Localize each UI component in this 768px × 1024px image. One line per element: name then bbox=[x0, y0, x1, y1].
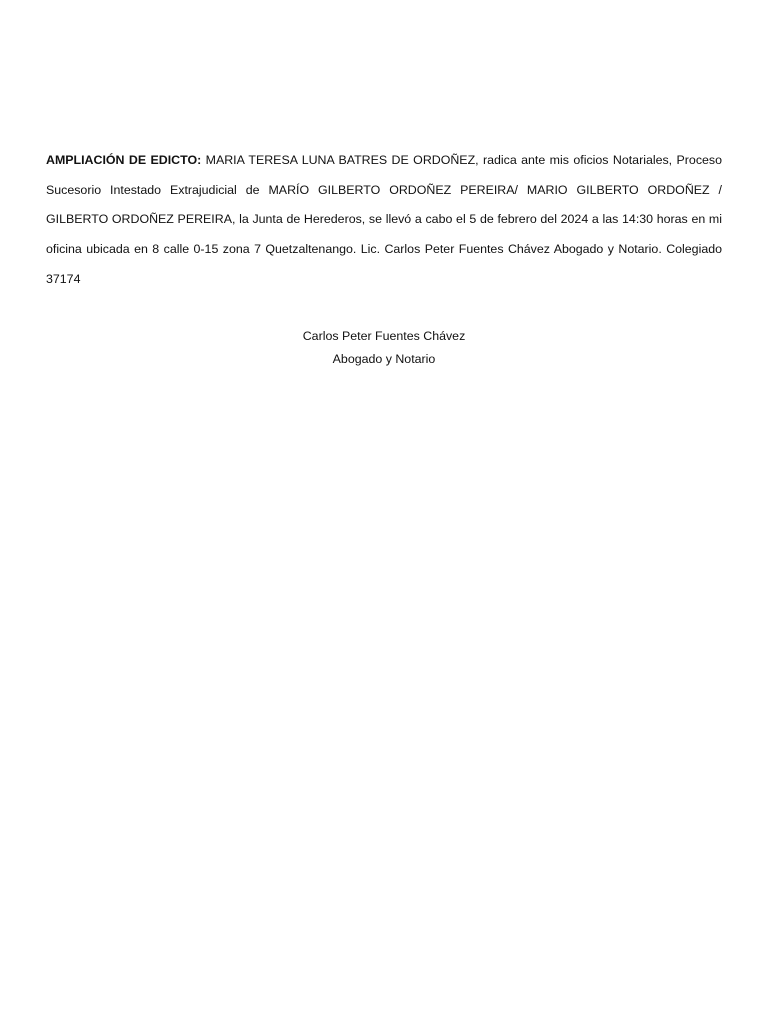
edict-heading: AMPLIACIÓN DE EDICTO: bbox=[46, 153, 202, 167]
signature-title: Abogado y Notario bbox=[332, 352, 436, 366]
edict-paragraph bbox=[46, 146, 722, 295]
signature-block bbox=[0, 325, 768, 371]
edict-body: MARIA TERESA LUNA BATRES DE ORDOÑEZ, radica ante mis oficios Notariales, Proceso Sucesorio Intestado Extrajudicial de MARÍO GILBERTO ORDOÑEZ PEREIRA/ MARIO GILBERTO ORDOÑEZ / GILBERTO ORDOÑEZ PEREIRA, la Junta de Herederos, se llevó a cabo el 5 de febrero del 2024 a las 14:30 horas en mi oficina ubicada en 8 calle 0-15 zona 7 Quetzaltenango. Lic. Carlos Peter Fuentes Chávez Abogado y Notario. Colegiado 37174 bbox=[46, 153, 722, 286]
signature-name: Carlos Peter Fuentes Chávez bbox=[302, 329, 466, 343]
